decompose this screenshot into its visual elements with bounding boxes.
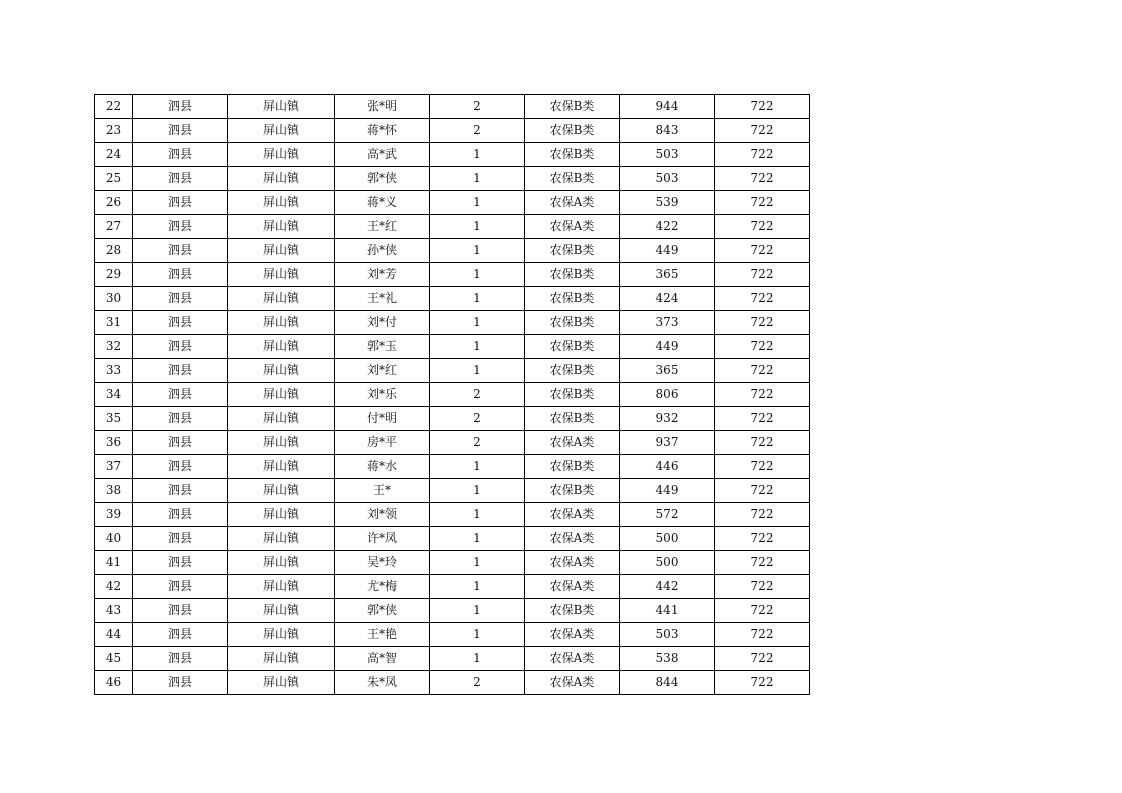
table-row (95, 167, 810, 191)
standard-amount-cell: 722 (715, 95, 810, 119)
county-cell: 泗县 (133, 95, 228, 119)
town-cell: 屏山镇 (228, 191, 335, 215)
county-cell: 泗县 (133, 383, 228, 407)
amount-cell: 365 (620, 359, 715, 383)
amount-cell: 441 (620, 599, 715, 623)
insurance-type-cell: 农保B类 (525, 359, 620, 383)
household-size-cell: 1 (430, 335, 525, 359)
household-size-cell: 1 (430, 215, 525, 239)
standard-amount-cell: 722 (715, 167, 810, 191)
insurance-type-cell: 农保B类 (525, 479, 620, 503)
amount-cell: 806 (620, 383, 715, 407)
town-cell: 屏山镇 (228, 551, 335, 575)
insurance-type-cell: 农保B类 (525, 383, 620, 407)
row-number-cell: 40 (95, 527, 133, 551)
county-cell: 泗县 (133, 143, 228, 167)
row-number-cell: 36 (95, 431, 133, 455)
town-cell: 屏山镇 (228, 359, 335, 383)
standard-amount-cell: 722 (715, 287, 810, 311)
insurance-type-cell: 农保B类 (525, 599, 620, 623)
town-cell: 屏山镇 (228, 503, 335, 527)
amount-cell: 442 (620, 575, 715, 599)
table-row (95, 599, 810, 623)
name-cell: 蒋*怀 (335, 119, 430, 143)
household-size-cell: 1 (430, 599, 525, 623)
town-cell: 屏山镇 (228, 599, 335, 623)
standard-amount-cell: 722 (715, 383, 810, 407)
household-size-cell: 1 (430, 239, 525, 263)
row-number-cell: 33 (95, 359, 133, 383)
name-cell: 刘*红 (335, 359, 430, 383)
standard-amount-cell: 722 (715, 119, 810, 143)
row-number-cell: 24 (95, 143, 133, 167)
row-number-cell: 25 (95, 167, 133, 191)
amount-cell: 449 (620, 239, 715, 263)
table-row (95, 119, 810, 143)
table-row (95, 407, 810, 431)
county-cell: 泗县 (133, 671, 228, 695)
table-row (95, 359, 810, 383)
row-number-cell: 35 (95, 407, 133, 431)
amount-cell: 932 (620, 407, 715, 431)
row-number-cell: 28 (95, 239, 133, 263)
name-cell: 高*武 (335, 143, 430, 167)
household-size-cell: 2 (430, 383, 525, 407)
county-cell: 泗县 (133, 527, 228, 551)
amount-cell: 844 (620, 671, 715, 695)
name-cell: 刘*领 (335, 503, 430, 527)
household-size-cell: 2 (430, 119, 525, 143)
insurance-type-cell: 农保B类 (525, 119, 620, 143)
row-number-cell: 23 (95, 119, 133, 143)
table-row (95, 191, 810, 215)
town-cell: 屏山镇 (228, 479, 335, 503)
table-row (95, 623, 810, 647)
row-number-cell: 43 (95, 599, 133, 623)
name-cell: 付*明 (335, 407, 430, 431)
row-number-cell: 42 (95, 575, 133, 599)
household-size-cell: 1 (430, 287, 525, 311)
town-cell: 屏山镇 (228, 335, 335, 359)
amount-cell: 937 (620, 431, 715, 455)
table-row (95, 287, 810, 311)
row-number-cell: 29 (95, 263, 133, 287)
row-number-cell: 44 (95, 623, 133, 647)
standard-amount-cell: 722 (715, 263, 810, 287)
table-row (95, 527, 810, 551)
insurance-type-cell: 农保A类 (525, 647, 620, 671)
insurance-type-cell: 农保A类 (525, 527, 620, 551)
standard-amount-cell: 722 (715, 575, 810, 599)
row-number-cell: 32 (95, 335, 133, 359)
county-cell: 泗县 (133, 575, 228, 599)
insurance-type-cell: 农保B类 (525, 167, 620, 191)
table-row (95, 215, 810, 239)
county-cell: 泗县 (133, 287, 228, 311)
table-row (95, 239, 810, 263)
county-cell: 泗县 (133, 335, 228, 359)
town-cell: 屏山镇 (228, 215, 335, 239)
name-cell: 刘*乐 (335, 383, 430, 407)
name-cell: 高*智 (335, 647, 430, 671)
town-cell: 屏山镇 (228, 119, 335, 143)
amount-cell: 503 (620, 143, 715, 167)
household-size-cell: 1 (430, 263, 525, 287)
insurance-type-cell: 农保B类 (525, 455, 620, 479)
name-cell: 吴*玲 (335, 551, 430, 575)
amount-cell: 365 (620, 263, 715, 287)
household-size-cell: 1 (430, 311, 525, 335)
county-cell: 泗县 (133, 479, 228, 503)
household-size-cell: 1 (430, 359, 525, 383)
row-number-cell: 41 (95, 551, 133, 575)
standard-amount-cell: 722 (715, 431, 810, 455)
household-size-cell: 1 (430, 455, 525, 479)
name-cell: 尤*梅 (335, 575, 430, 599)
county-cell: 泗县 (133, 623, 228, 647)
table-row (95, 263, 810, 287)
household-size-cell: 1 (430, 167, 525, 191)
insurance-type-cell: 农保B类 (525, 335, 620, 359)
standard-amount-cell: 722 (715, 215, 810, 239)
amount-cell: 503 (620, 623, 715, 647)
row-number-cell: 22 (95, 95, 133, 119)
standard-amount-cell: 722 (715, 143, 810, 167)
table-row (95, 671, 810, 695)
amount-cell: 500 (620, 527, 715, 551)
insurance-type-cell: 农保A类 (525, 503, 620, 527)
amount-cell: 424 (620, 287, 715, 311)
town-cell: 屏山镇 (228, 167, 335, 191)
county-cell: 泗县 (133, 551, 228, 575)
standard-amount-cell: 722 (715, 671, 810, 695)
insurance-type-cell: 农保A类 (525, 431, 620, 455)
name-cell: 房*平 (335, 431, 430, 455)
name-cell: 郭*侠 (335, 599, 430, 623)
town-cell: 屏山镇 (228, 311, 335, 335)
amount-cell: 503 (620, 167, 715, 191)
household-size-cell: 2 (430, 671, 525, 695)
county-cell: 泗县 (133, 359, 228, 383)
row-number-cell: 34 (95, 383, 133, 407)
name-cell: 孙*侠 (335, 239, 430, 263)
table-row (95, 95, 810, 119)
household-size-cell: 2 (430, 431, 525, 455)
county-cell: 泗县 (133, 503, 228, 527)
name-cell: 许*凤 (335, 527, 430, 551)
amount-cell: 944 (620, 95, 715, 119)
data-table (94, 94, 810, 695)
county-cell: 泗县 (133, 599, 228, 623)
insurance-type-cell: 农保B类 (525, 263, 620, 287)
insurance-type-cell: 农保A类 (525, 671, 620, 695)
insurance-type-cell: 农保A类 (525, 215, 620, 239)
row-number-cell: 31 (95, 311, 133, 335)
name-cell: 王*艳 (335, 623, 430, 647)
amount-cell: 449 (620, 479, 715, 503)
county-cell: 泗县 (133, 215, 228, 239)
amount-cell: 539 (620, 191, 715, 215)
row-number-cell: 30 (95, 287, 133, 311)
table-row (95, 431, 810, 455)
county-cell: 泗县 (133, 407, 228, 431)
county-cell: 泗县 (133, 191, 228, 215)
insurance-type-cell: 农保A类 (525, 575, 620, 599)
insurance-type-cell: 农保B类 (525, 407, 620, 431)
town-cell: 屏山镇 (228, 671, 335, 695)
insurance-type-cell: 农保A类 (525, 623, 620, 647)
name-cell: 蒋*义 (335, 191, 430, 215)
household-size-cell: 1 (430, 575, 525, 599)
amount-cell: 843 (620, 119, 715, 143)
name-cell: 王*礼 (335, 287, 430, 311)
town-cell: 屏山镇 (228, 287, 335, 311)
table-row (95, 551, 810, 575)
standard-amount-cell: 722 (715, 599, 810, 623)
amount-cell: 500 (620, 551, 715, 575)
standard-amount-cell: 722 (715, 191, 810, 215)
county-cell: 泗县 (133, 263, 228, 287)
table-row (95, 143, 810, 167)
amount-cell: 538 (620, 647, 715, 671)
name-cell: 朱*凤 (335, 671, 430, 695)
town-cell: 屏山镇 (228, 575, 335, 599)
standard-amount-cell: 722 (715, 335, 810, 359)
row-number-cell: 37 (95, 455, 133, 479)
table-row (95, 455, 810, 479)
amount-cell: 572 (620, 503, 715, 527)
amount-cell: 373 (620, 311, 715, 335)
county-cell: 泗县 (133, 239, 228, 263)
table-row (95, 311, 810, 335)
town-cell: 屏山镇 (228, 407, 335, 431)
table-row (95, 383, 810, 407)
standard-amount-cell: 722 (715, 647, 810, 671)
standard-amount-cell: 722 (715, 623, 810, 647)
name-cell: 郭*玉 (335, 335, 430, 359)
town-cell: 屏山镇 (228, 239, 335, 263)
town-cell: 屏山镇 (228, 95, 335, 119)
insurance-type-cell: 农保B类 (525, 287, 620, 311)
household-size-cell: 2 (430, 407, 525, 431)
town-cell: 屏山镇 (228, 383, 335, 407)
table-row (95, 503, 810, 527)
standard-amount-cell: 722 (715, 311, 810, 335)
insurance-type-cell: 农保A类 (525, 191, 620, 215)
standard-amount-cell: 722 (715, 359, 810, 383)
county-cell: 泗县 (133, 311, 228, 335)
standard-amount-cell: 722 (715, 551, 810, 575)
standard-amount-cell: 722 (715, 239, 810, 263)
county-cell: 泗县 (133, 167, 228, 191)
amount-cell: 422 (620, 215, 715, 239)
town-cell: 屏山镇 (228, 647, 335, 671)
name-cell: 刘*付 (335, 311, 430, 335)
household-size-cell: 1 (430, 479, 525, 503)
table-row (95, 335, 810, 359)
amount-cell: 446 (620, 455, 715, 479)
household-size-cell: 1 (430, 503, 525, 527)
row-number-cell: 46 (95, 671, 133, 695)
town-cell: 屏山镇 (228, 623, 335, 647)
county-cell: 泗县 (133, 647, 228, 671)
amount-cell: 449 (620, 335, 715, 359)
row-number-cell: 38 (95, 479, 133, 503)
household-size-cell: 2 (430, 95, 525, 119)
name-cell: 王*红 (335, 215, 430, 239)
table-row (95, 647, 810, 671)
household-size-cell: 1 (430, 647, 525, 671)
county-cell: 泗县 (133, 431, 228, 455)
insurance-type-cell: 农保B类 (525, 143, 620, 167)
table-row (95, 479, 810, 503)
table-body (95, 95, 810, 695)
name-cell: 刘*芳 (335, 263, 430, 287)
insurance-type-cell: 农保A类 (525, 551, 620, 575)
household-size-cell: 1 (430, 527, 525, 551)
town-cell: 屏山镇 (228, 455, 335, 479)
household-size-cell: 1 (430, 551, 525, 575)
standard-amount-cell: 722 (715, 455, 810, 479)
name-cell: 王* (335, 479, 430, 503)
household-size-cell: 1 (430, 623, 525, 647)
insurance-type-cell: 农保B类 (525, 95, 620, 119)
standard-amount-cell: 722 (715, 479, 810, 503)
row-number-cell: 39 (95, 503, 133, 527)
standard-amount-cell: 722 (715, 527, 810, 551)
household-size-cell: 1 (430, 143, 525, 167)
insurance-type-cell: 农保B类 (525, 239, 620, 263)
name-cell: 张*明 (335, 95, 430, 119)
county-cell: 泗县 (133, 455, 228, 479)
table-row (95, 575, 810, 599)
standard-amount-cell: 722 (715, 503, 810, 527)
row-number-cell: 27 (95, 215, 133, 239)
standard-amount-cell: 722 (715, 407, 810, 431)
town-cell: 屏山镇 (228, 527, 335, 551)
town-cell: 屏山镇 (228, 143, 335, 167)
household-size-cell: 1 (430, 191, 525, 215)
insurance-type-cell: 农保B类 (525, 311, 620, 335)
name-cell: 郭*侠 (335, 167, 430, 191)
row-number-cell: 26 (95, 191, 133, 215)
town-cell: 屏山镇 (228, 431, 335, 455)
row-number-cell: 45 (95, 647, 133, 671)
town-cell: 屏山镇 (228, 263, 335, 287)
county-cell: 泗县 (133, 119, 228, 143)
name-cell: 蒋*水 (335, 455, 430, 479)
